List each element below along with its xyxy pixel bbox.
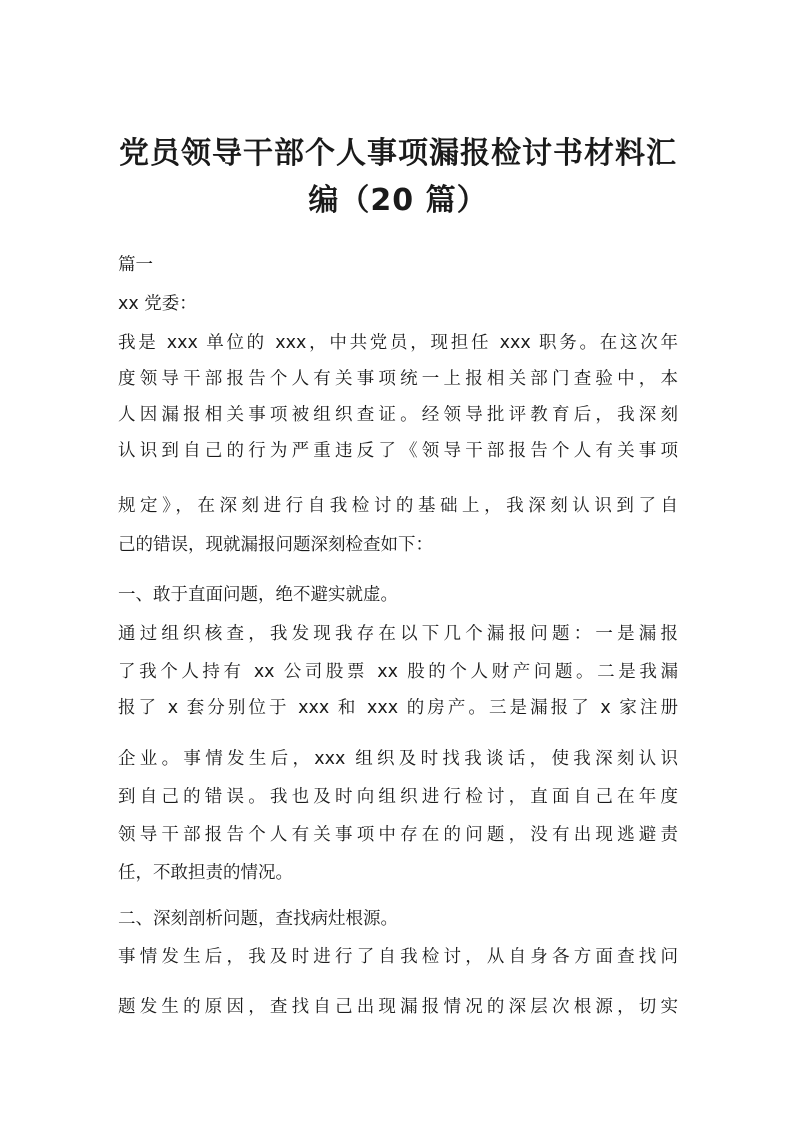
section-label: 篇一: [118, 255, 153, 275]
text-line: 度领导干部报告个人有关事项统一上报相关部门查验中，本: [118, 369, 678, 389]
heading-one: 一、敢于直面问题，绝不避实就虚。: [118, 585, 398, 605]
salutation: xx 党委：: [118, 294, 197, 314]
text-line: 人因漏报相关事项被组织查证。经领导批评教育后，我深刻: [118, 405, 678, 425]
text-line: 到自己的错误。我也及时向组织进行检讨，直面自己在年度: [118, 787, 678, 807]
text-line: 我是 xxx 单位的 xxx，中共党员，现担任 xxx 职务。在这次年: [118, 333, 678, 353]
text-line: 己的错误，现就漏报问题深刻检查如下：: [118, 535, 433, 555]
heading-two: 二、深刻剖析问题，查找病灶根源。: [118, 909, 398, 929]
text-line: 了我个人持有 xx 公司股票 xx 股的个人财产问题。二是我漏: [118, 662, 678, 682]
text-line: 认识到自己的行为严重违反了《领导干部报告个人有关事项: [118, 441, 678, 461]
text-line: 任，不敢担责的情况。: [118, 863, 293, 883]
text-line: 领导干部报告个人有关事项中存在的问题，没有出现逃避责: [118, 825, 678, 845]
text-line: 通过组织核查，我发现我存在以下几个漏报问题：一是漏报: [118, 624, 678, 644]
text-line: 规定》，在深刻进行自我检讨的基础上，我深刻认识到了自: [118, 496, 678, 516]
text-line: 题发生的原因，查找自己出现漏报情况的深层次根源，切实: [118, 997, 678, 1017]
text-line: 报了 x 套分别位于 xxx 和 xxx 的房产。三是漏报了 x 家注册: [118, 698, 678, 718]
text-line: 企业。事情发生后，xxx 组织及时找我谈话，使我深刻认识: [118, 749, 678, 769]
document-title-line-1: 党员领导干部个人事项漏报检讨书材料汇: [119, 136, 677, 171]
text-line: 事情发生后，我及时进行了自我检讨，从自身各方面查找问: [118, 947, 678, 967]
document-title-line-2: 编（20 篇）: [308, 183, 488, 218]
